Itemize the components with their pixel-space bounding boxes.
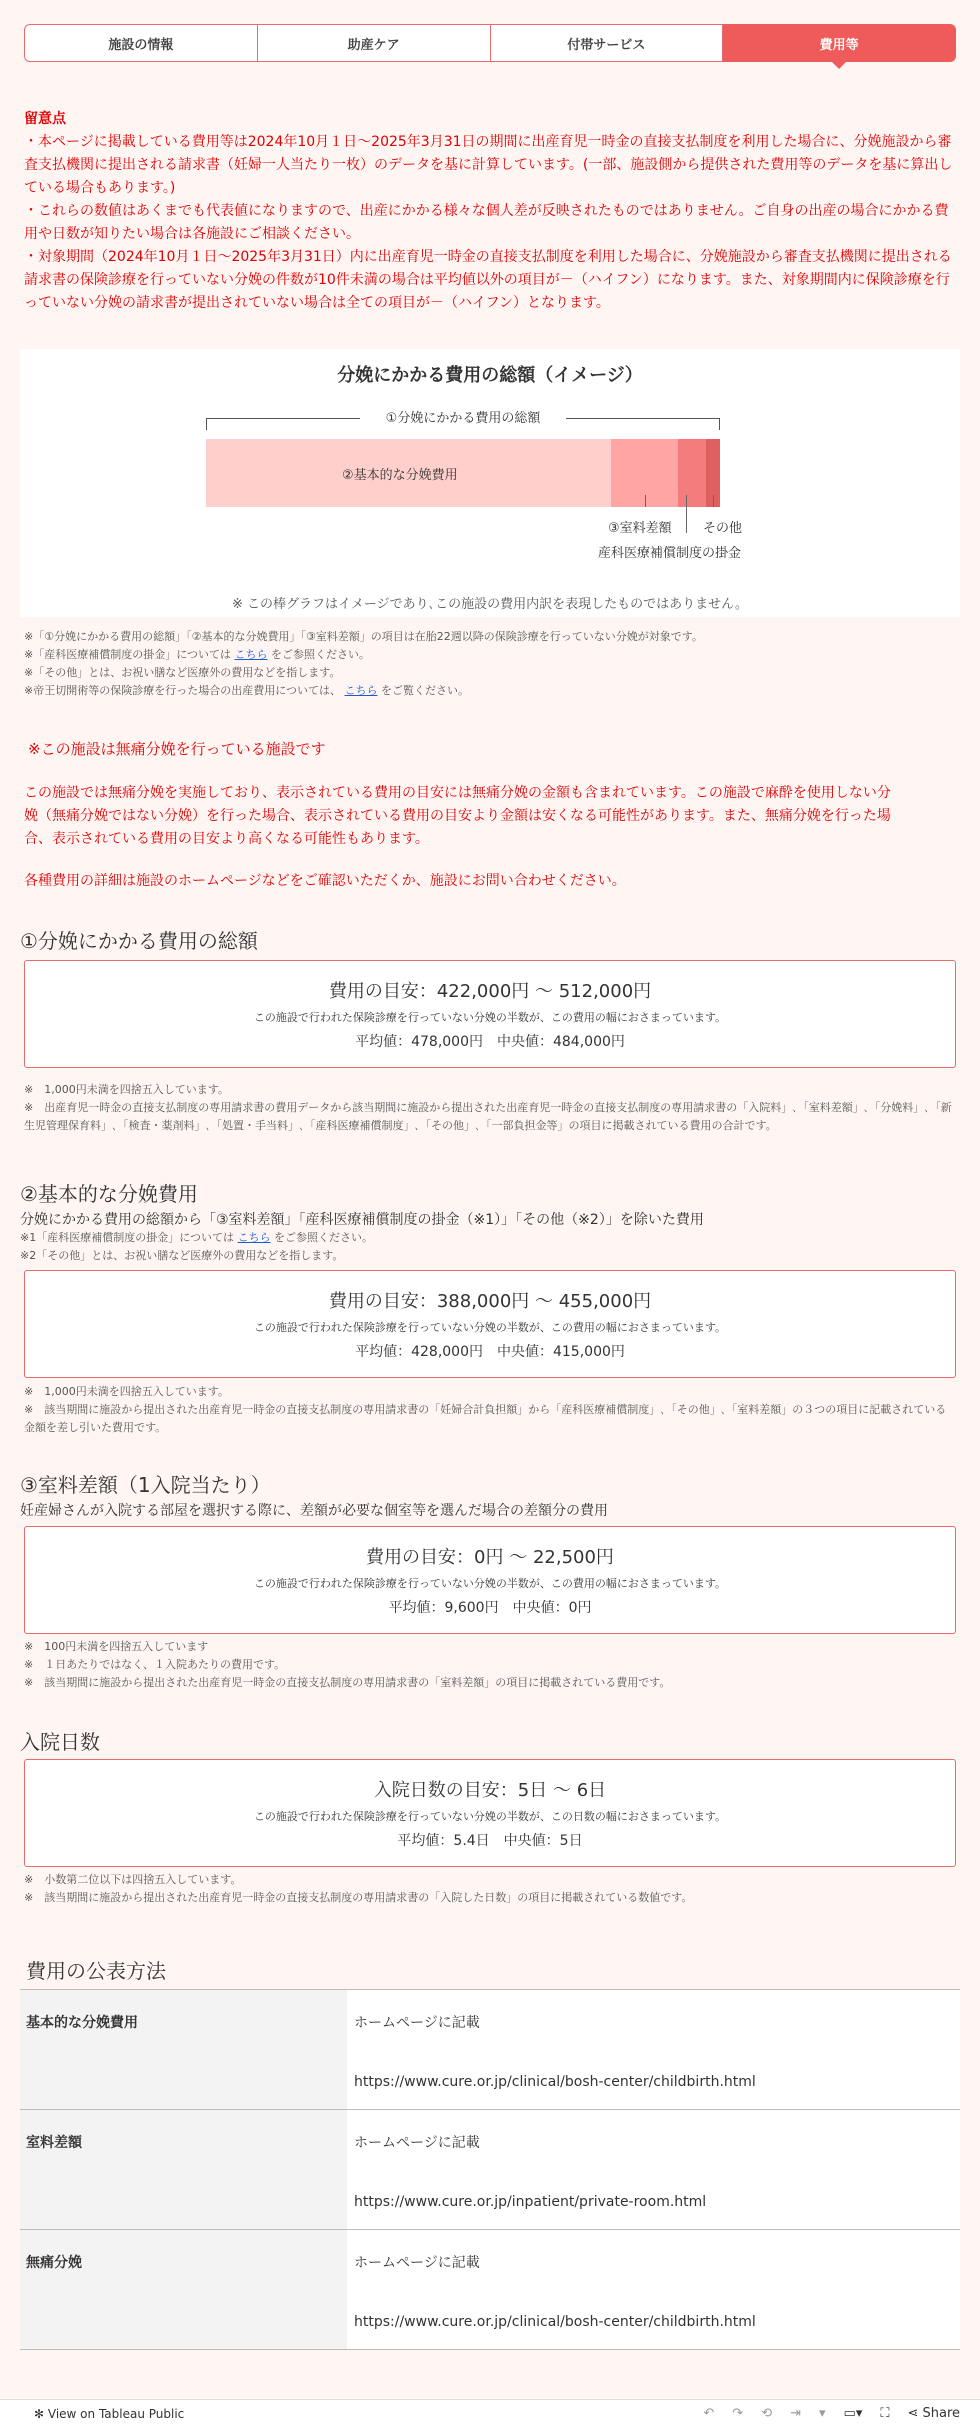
- note-line: ※ 該当期間に施設から提出された出産育児一時金の直接支払制度の専用請求書の「室料差額」の項目に掲載されている費用です。: [24, 1676, 671, 1689]
- method-cell: [347, 2230, 960, 2349]
- url-link[interactable]: https://www.cure.or.jp/inpatient/private-room.html: [354, 2194, 707, 2210]
- bar-image-title: 分娩にかかる費用の総額（イメージ）: [337, 365, 643, 386]
- note-line: ※ １日あたりではなく、１入院あたりの費用です。: [24, 1658, 286, 1671]
- section-description: 分娩にかかる費用の総額から「③室料差額」｢産科医療補償制度の掛金（※1）｣「その他（※2）」を除いた費用: [20, 1212, 704, 1228]
- section-notes: [20, 1229, 952, 1265]
- section-notes: [24, 1871, 956, 1907]
- cost-estimate-note: この施設で行われた保険診療を行っていない分娩の半数が、この費用の幅におさまっています。: [253, 1011, 727, 1024]
- redo-icon[interactable]: ↷: [732, 2406, 744, 2421]
- share-label: Share: [922, 2406, 960, 2421]
- section-heading-basic: ②基本的な分娩費用: [20, 1182, 198, 1206]
- tableau-logo-icon: ✻: [34, 2407, 45, 2421]
- note-line: ※ 該当期間に施設から提出された出産育児一時金の直接支払制度の専用請求書の「入院した日数」の項目に掲載されている数値です。: [24, 1891, 693, 1904]
- total-label: ①分娩にかかる費用の総額: [360, 407, 566, 426]
- bar-image-caption: ※ この棒グラフはイメージであり､この施設の費用内訳を表現したものではありません。: [232, 597, 748, 612]
- tab-facility-info[interactable]: 施設の情報: [24, 24, 258, 62]
- epidural-title: ※この施設は無痛分娩を行っている施設です: [28, 740, 326, 758]
- stay-estimate: 入院日数の目安：5日 〜 6日: [373, 1780, 607, 1801]
- tableau-toolbar: [0, 2399, 980, 2427]
- table-row: [20, 2110, 960, 2230]
- segment-label-other: その他: [703, 521, 743, 536]
- method-cell: [347, 1990, 960, 2109]
- method-text: ホームページに記載: [354, 2255, 480, 2271]
- revert-icon[interactable]: ⟲: [761, 2406, 773, 2421]
- cost-stats: 平均値：9,600円 中央値：0円: [388, 1600, 592, 1616]
- method-text: ホームページに記載: [354, 2015, 480, 2031]
- method-cell: [347, 2110, 960, 2229]
- leader-line: [686, 495, 687, 533]
- note-line: ※ 出産育児一時金の直接支払制度の専用請求書の費用データから該当期間に施設から提出された出産育児一時金の直接支払制度の専用請求書の「入院料」､「室料差額」､「分娩料」､「新生児管理保育料」､「検査・薬剤料」､「処置・手当料」､「産科医療補償制度」､「その他」､「一部負担金等」の項目に掲載されている費用の合計です。: [24, 1101, 952, 1132]
- cost-stats: 平均値：428,000円 中央値：415,000円: [355, 1344, 625, 1360]
- cesarean-link[interactable]: こちら: [344, 684, 378, 697]
- note-line: ※ 1,000円未満を四捨五入しています。: [24, 1083, 229, 1096]
- note-line: ※2「その他」とは、お祝い膳など医療外の費用などを指します。: [20, 1249, 344, 1262]
- notice-item: ・対象期間（2024年10月１日〜2025年3月31日）内に出産育児一時金の直接支払制度を利用した場合に、分娩施設から審査支払機関に提出される請求書の保険診療を行っていない分娩の件数が10件未満の場合は平均値以外の項目が－（ハイフン）になります。また、対象期間内に保険診療を行っていない分娩の請求書が提出されていない場合は全ての項目が－（ハイフン）となります。: [24, 249, 952, 311]
- segment-label-room: ③室料差額: [608, 521, 672, 536]
- note-line: ※ 該当期間に施設から提出された出産育児一時金の直接支払制度の専用請求書の「妊婦合計負担額」から「産科医療補償制度」､「その他」､「室料差額」の３つの項目に記載されている金額を差し引いた費用です。: [24, 1403, 947, 1434]
- cost-stats: 平均値：478,000円 中央値：484,000円: [355, 1034, 625, 1050]
- note-line: ※ 1,000円未満を四捨五入しています。: [24, 1385, 229, 1398]
- tab-costs[interactable]: 費用等: [723, 24, 956, 62]
- note-line: ※帝王切開術等の保険診療を行った場合の出産費用については、 こちら をご覧ください。: [24, 684, 469, 697]
- method-text: ホームページに記載: [354, 2135, 480, 2151]
- section-heading-room: ③室料差額（1入院当たり）: [20, 1473, 271, 1497]
- cost-estimate-note: この施設で行われた保険診療を行っていない分娩の半数が、この費用の幅におさまっています。: [253, 1321, 727, 1334]
- category-cell: 基本的な分娩費用: [20, 1990, 347, 2109]
- view-on-tableau-button[interactable]: [34, 2407, 184, 2421]
- cost-estimate: 費用の目安：422,000円 〜 512,000円: [328, 981, 652, 1002]
- refresh-icon[interactable]: ⇥: [790, 2406, 801, 2421]
- leader-line: [713, 495, 714, 507]
- total-cost-box: [24, 960, 956, 1068]
- view-label: View on Tableau Public: [47, 2407, 185, 2421]
- undo-icon[interactable]: ↶: [703, 2406, 715, 2421]
- epidural-body: この施設では無痛分娩を実施しており、表示されている費用の目安には無痛分娩の金額も含まれています。この施設で麻酔を使用しない分娩（無痛分娩ではない分娩）を行った場合、表示されている費用の目安より金額は安くなる可能性があります。また、無痛分娩を行った場合、表示されている費用の目安より高くなる可能性もあります。: [24, 785, 891, 847]
- bar-segment-compensation: [678, 439, 706, 507]
- stay-stats: 平均値：5.4日 中央値：5日: [397, 1833, 583, 1849]
- stay-days-box: [24, 1759, 956, 1867]
- leader-line: [645, 495, 646, 507]
- note-line: ※ 小数第二位以下は四捨五入しています。: [24, 1873, 242, 1886]
- note-line: ※ 100円未満を四捨五入しています: [24, 1640, 209, 1653]
- section-notes: [24, 1081, 956, 1135]
- bar-notes: [24, 628, 956, 700]
- segment-label-compensation: 産科医療補償制度の掛金: [598, 546, 742, 561]
- compensation-link[interactable]: こちら: [237, 1231, 271, 1244]
- url-link[interactable]: https://www.cure.or.jp/clinical/bosh-center/childbirth.html: [354, 2314, 756, 2330]
- device-preview-icon[interactable]: ▭▾: [843, 2406, 863, 2421]
- section-heading-stay: 入院日数: [20, 1730, 100, 1754]
- pause-icon[interactable]: ▾: [819, 2406, 826, 2421]
- publication-table: [20, 1989, 960, 2350]
- note-line: ※「その他」とは、お祝い膳など医療外の費用などを指します。: [24, 666, 341, 679]
- tab-additional-services[interactable]: 付帯サービス: [491, 24, 724, 62]
- notice-title: 留意点: [24, 111, 66, 127]
- notice-item: ・これらの数値はあくまでも代表値になりますので、出産にかかる様々な個人差が反映されたものではありません。ご自身の出産の場合にかかる費用や日数が知りたい場合は各施設にご相談ください。: [24, 203, 949, 242]
- cost-estimate-note: この施設で行われた保険診療を行っていない分娩の半数が、この費用の幅におさまっています。: [253, 1577, 727, 1590]
- room-cost-box: [24, 1526, 956, 1634]
- cost-estimate: 費用の目安：388,000円 〜 455,000円: [328, 1291, 652, 1312]
- category-cell: 室料差額: [20, 2110, 347, 2229]
- section-heading-total: ①分娩にかかる費用の総額: [20, 929, 258, 953]
- url-link[interactable]: https://www.cure.or.jp/clinical/bosh-center/childbirth.html: [354, 2074, 756, 2090]
- basic-cost-box: [24, 1270, 956, 1378]
- toolbar-actions: [703, 2406, 960, 2421]
- category-cell: 無痛分娩: [20, 2230, 347, 2349]
- note-line: ※「産科医療補償制度の掛金」については こちら をご参照ください。: [24, 648, 370, 661]
- notice-item: ・本ページに掲載している費用等は2024年10月１日〜2025年3月31日の期間に出産育児一時金の直接支払制度を利用した場合に、分娩施設から審査支払機関に提出される請求書（妊婦一人当たり一枚）のデータを基に計算しています。(一部、施設側から提供された費用等のデータを基に算出している場合もあります。): [24, 134, 953, 196]
- section-notes: [24, 1638, 956, 1692]
- cost-breakdown-image: [20, 349, 960, 617]
- note-line: ※1「産科医療補償制度の掛金」については こちら をご参照ください。: [20, 1231, 373, 1244]
- notice-section: [24, 108, 956, 315]
- tab-midwifery-care[interactable]: 助産ケア: [258, 24, 491, 62]
- table-row: [20, 1990, 960, 2110]
- note-line: ※「①分娩にかかる費用の総額」「②基本的な分娩費用」「③室料差額」の項目は在胎22週以降の保険診療を行っていない分娩が対象です。: [24, 630, 703, 643]
- fullscreen-icon[interactable]: ⛶: [880, 2406, 890, 2421]
- epidural-footer: 各種費用の詳細は施設のホームページなどをご確認いただくか、施設にお問い合わせください。: [24, 873, 626, 889]
- section-notes: [24, 1383, 956, 1437]
- stay-estimate-note: この施設で行われた保険診療を行っていない分娩の半数が、この日数の幅におさまっています。: [253, 1810, 727, 1823]
- tab-bar: [24, 24, 956, 62]
- compensation-link[interactable]: こちら: [234, 648, 268, 661]
- section-description: 妊産婦さんが入院する部屋を選択する際に、差額が必要な個室等を選んだ場合の差額分の費用: [20, 1503, 608, 1519]
- segment-label-basic: ②基本的な分娩費用: [342, 468, 458, 483]
- table-row: [20, 2230, 960, 2350]
- share-button[interactable]: ⋖ Share: [907, 2406, 960, 2421]
- publication-heading: 費用の公表方法: [26, 1959, 166, 1983]
- cost-estimate: 費用の目安：0円 〜 22,500円: [366, 1547, 614, 1568]
